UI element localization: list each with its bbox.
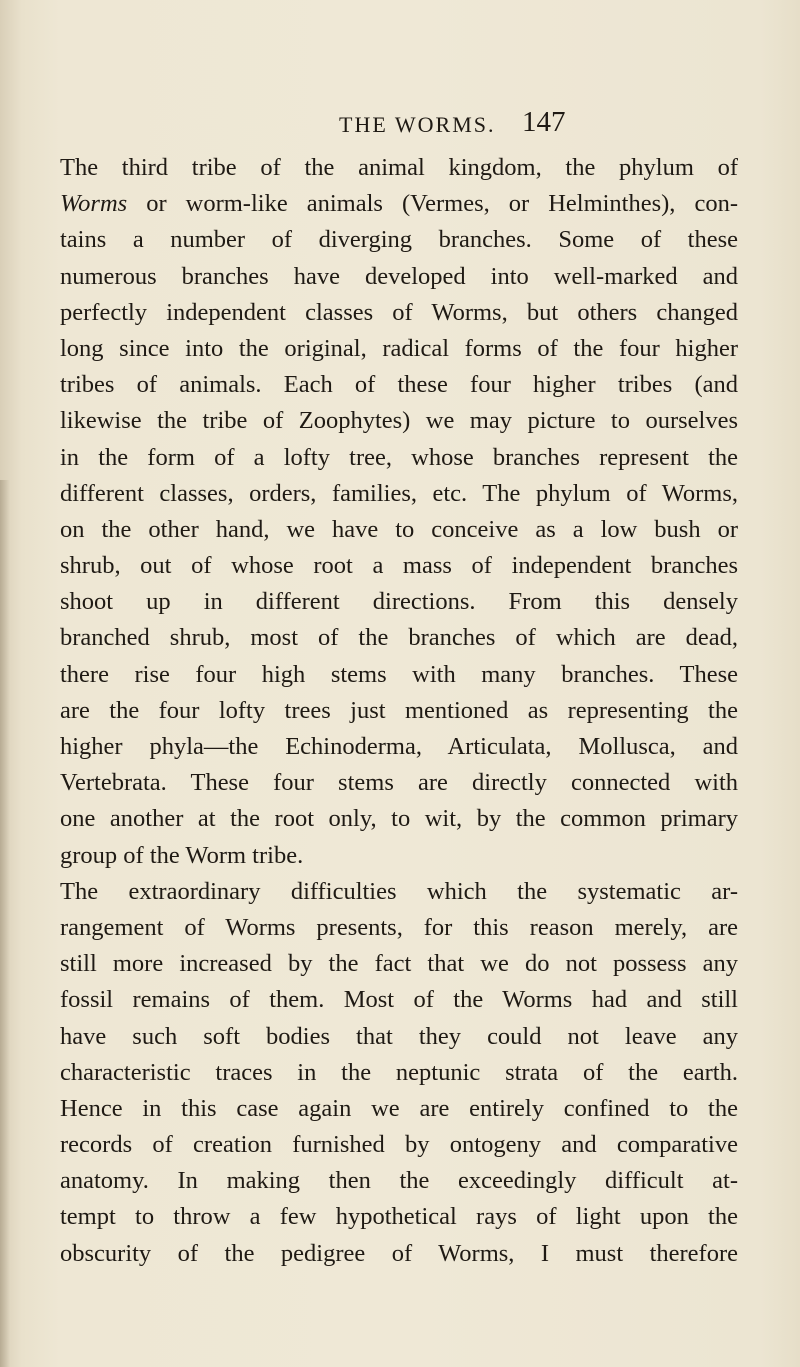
text-line: records of creation furnished by ontogeny and comparative	[60, 1131, 738, 1159]
text-line: are the four lofty trees just mentioned as representing the	[60, 696, 738, 724]
text-line: Hence in this case again we are entirely confined to the	[60, 1094, 738, 1122]
text-line: obscurity of the pedigree of Worms, I must therefore	[60, 1239, 738, 1267]
text-line: different classes, orders, families, etc. The phylum of Worms,	[60, 479, 738, 507]
gutter-shadow	[0, 480, 10, 1367]
text-line: group of the Worm tribe.	[60, 841, 304, 869]
text-line: still more increased by the fact that we do not possess any	[60, 950, 738, 978]
text-line: tains a number of diverging branches. Some of these	[60, 226, 738, 254]
text-line: perfectly independent classes of Worms, but others changed	[60, 298, 738, 326]
running-title: THE WORMS.	[339, 112, 496, 137]
text-line: rangement of Worms presents, for this reason merely, are	[60, 913, 738, 941]
text-line: in the form of a lofty tree, whose branches represent the	[60, 443, 738, 471]
body-text	[60, 150, 738, 1272]
page-number: 147	[522, 106, 566, 138]
text-line: tribes of animals. Each of these four higher tribes (and	[60, 371, 738, 399]
text-line: branched shrub, most of the branches of which are dead,	[60, 624, 738, 652]
text-line: there rise four high stems with many branches. These	[60, 660, 738, 688]
text-line: higher phyla—the Echinoderma, Articulata, Mollusca, and	[60, 733, 738, 760]
running-head	[60, 106, 740, 140]
text-line: have such soft bodies that they could not leave any	[60, 1022, 738, 1050]
text-line: numerous branches have developed into well-marked and	[60, 262, 738, 290]
text-line: shrub, out of whose root a mass of independent branches	[60, 552, 738, 580]
text-line: The third tribe of the animal kingdom, the phylum of	[60, 154, 738, 181]
text-line: tempt to throw a few hypothetical rays of light upon the	[60, 1203, 738, 1231]
text-line: on the other hand, we have to conceive as a low bush or	[60, 515, 738, 543]
text-line: long since into the original, radical forms of the four higher	[60, 334, 738, 362]
text-line: The extraordinary difficulties which the systematic ar-	[60, 877, 738, 905]
text-line: shoot up in different directions. From this densely	[60, 588, 738, 616]
text-line: Worms or worm-like animals (Vermes, or Helminthes), con-	[60, 190, 738, 218]
italic-term: Worms	[60, 190, 128, 218]
text-line: fossil remains of them. Most of the Worms had and still	[60, 986, 738, 1014]
text-line: likewise the tribe of Zoophytes) we may picture to ourselves	[60, 407, 738, 435]
text-line: anatomy. In making then the exceedingly difficult at-	[60, 1167, 738, 1195]
text-line: one another at the root only, to wit, by the common primary	[60, 805, 738, 833]
text-line: characteristic traces in the neptunic strata of the earth.	[60, 1058, 738, 1086]
text-line: Vertebrata. These four stems are directly connected with	[60, 769, 738, 797]
